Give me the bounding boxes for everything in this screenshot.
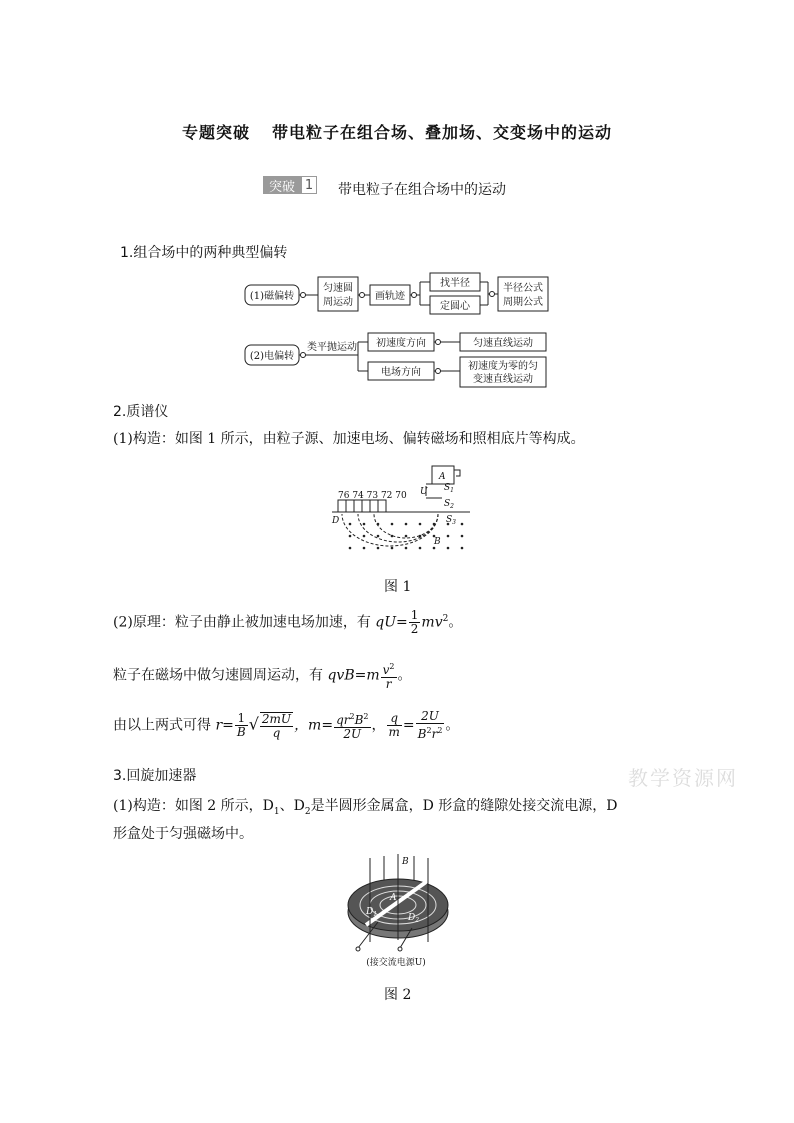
section3-heading: 3.回旋加速器 xyxy=(113,768,197,784)
magnetic-label: (1)磁偏转 xyxy=(249,291,295,302)
initial-velocity-direction: 初速度方向 xyxy=(376,338,426,349)
badge-label: 突破 xyxy=(263,176,301,194)
principle-line2: 粒子在磁场中做匀速圆周运动，有 qvB=m $\frac{v^2}{r}$ 。 xyxy=(113,662,412,691)
title-part2: 带电粒子在组合场、叠加场、交变场中的运动 xyxy=(272,123,613,142)
label-U: U xyxy=(420,487,428,497)
label-center-A: A xyxy=(390,893,397,903)
accel-linear-1: 初速度为零的匀 xyxy=(468,361,538,372)
cyclotron-construction: (1)构造：如图 2 所示，$D_1$、$D_2$是半圆形金属盒，D 形盒的缝隙处接交流电源，D 形盒处于匀强磁场中。 xyxy=(113,798,618,842)
draw-track: 画轨迹 xyxy=(375,291,405,302)
label-S1: $S_1$ xyxy=(444,483,454,494)
title-part1: 专题突破 xyxy=(181,123,250,142)
motion-line1: 匀速圆 xyxy=(323,283,353,294)
figure1-caption: 图 1 xyxy=(384,579,412,595)
breakthrough-badge xyxy=(263,176,317,194)
find-center: 定圆心 xyxy=(440,301,470,312)
section2-heading: 2.质谱仪 xyxy=(113,404,169,420)
find-radius: 找半径 xyxy=(440,278,470,289)
field-direction: 电场方向 xyxy=(381,367,421,378)
label-D: D xyxy=(332,516,340,526)
label-S2: $S_2$ xyxy=(444,499,454,510)
figure2-caption: 图 2 xyxy=(384,987,412,1003)
motion-line2: 周运动 xyxy=(323,297,353,308)
principle-line3: 由以上两式可得 r= $\frac{1}{B}$ √ $\frac{2mU}{q}$ ，m= $\frac{qr^2B^2}{2U}$ ， $\frac{q}{m}$ = $\frac{2U}{B^2r^2}$ 。 xyxy=(113,709,460,741)
electric-label: (2)电偏转 xyxy=(249,351,295,362)
mass-spectrometer-figure xyxy=(330,462,470,562)
scale-labels: 76 74 73 72 70 xyxy=(338,491,407,501)
cyclotron-figure xyxy=(338,850,458,975)
watermark: 教学资源网 xyxy=(628,766,738,790)
label-D2: $D_2$ xyxy=(408,913,420,924)
section-subtitle: 带电粒子在组合场中的运动 xyxy=(338,182,506,198)
label-B: B xyxy=(434,537,441,547)
label-A: A xyxy=(439,472,446,482)
label-D1: $D_1$ xyxy=(366,907,378,918)
mass-spec-construction: (1)构造：如图 1 所示，由粒子源、加速电场、偏转磁场和照相底片等构成。 xyxy=(113,431,585,447)
page-title xyxy=(0,120,794,143)
principle-line1: (2)原理：粒子由静止被加速电场加速，有 qU= $\frac{1}{2}$ $mv^2$。 xyxy=(113,608,463,637)
ac-source-caption: (接交流电源U) xyxy=(366,958,426,968)
projectile-motion: 类平抛运动 xyxy=(307,342,357,353)
uniform-linear: 匀速直线运动 xyxy=(473,338,533,349)
label-field-B: B xyxy=(402,857,409,867)
period-formula: 周期公式 xyxy=(503,297,543,308)
accel-linear-2: 变速直线运动 xyxy=(473,374,533,385)
radius-formula: 半径公式 xyxy=(503,283,543,294)
deflection-diagram xyxy=(240,270,560,390)
section1-heading: 1.组合场中的两种典型偏转 xyxy=(120,245,288,261)
badge-number: 1 xyxy=(301,176,317,194)
label-S3: $S_3$ xyxy=(446,515,456,526)
